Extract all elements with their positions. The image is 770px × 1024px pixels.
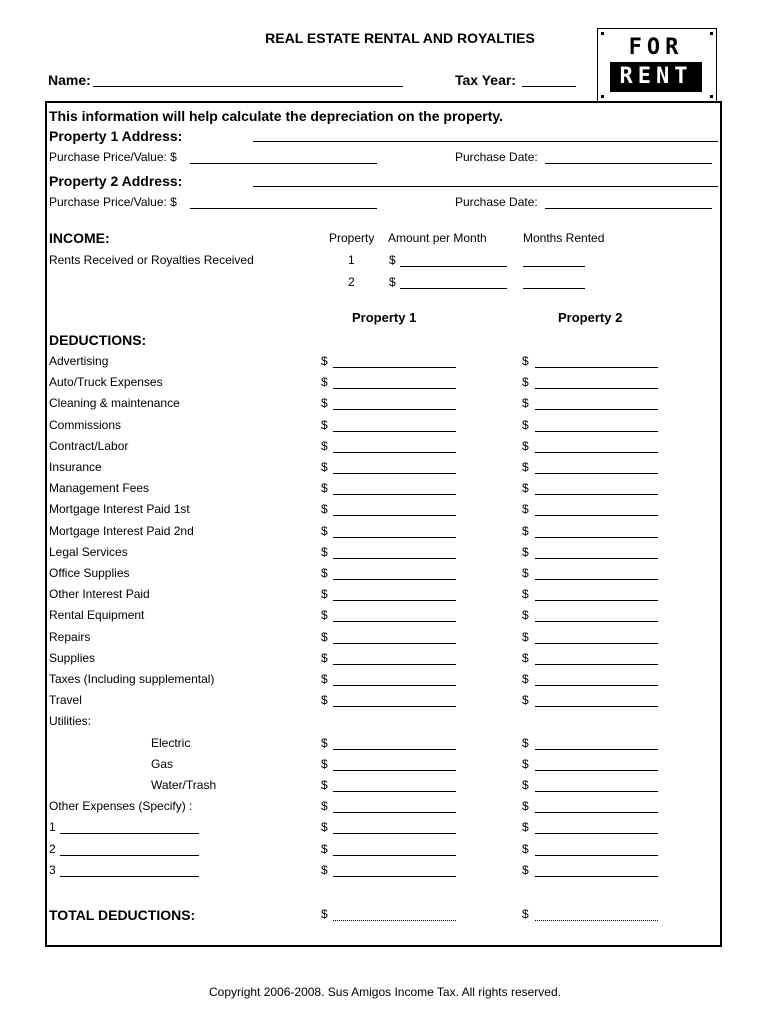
income-row-number: 2 [348, 275, 355, 289]
deduction-label: Travel [49, 693, 82, 707]
other-expense-specify-field[interactable] [60, 876, 199, 877]
income-heading: INCOME: [49, 230, 110, 246]
property2-amount-field[interactable] [535, 833, 658, 834]
dollar-sign: $ [522, 778, 529, 792]
property2-price-field[interactable] [190, 208, 377, 209]
property1-amount-field[interactable] [333, 812, 456, 813]
property2-amount-field[interactable] [535, 452, 658, 453]
dollar-sign: $ [522, 375, 529, 389]
deduction-label: TOTAL DEDUCTIONS: [49, 907, 196, 923]
copyright-footer: Copyright 2006-2008. Sus Amigos Income Tax. All rights reserved. [209, 985, 561, 999]
income-row-label: Rents Received or Royalties Received [49, 253, 254, 267]
dollar-sign: $ [522, 354, 529, 368]
deduction-label: Other Expenses (Specify) : [49, 799, 193, 813]
dollar-sign: $ [321, 439, 328, 453]
tax-year-label: Tax Year: [455, 72, 516, 88]
property1-amount-field[interactable] [333, 409, 456, 410]
property2-amount-field[interactable] [535, 876, 658, 877]
dollar-sign: $ [522, 566, 529, 580]
deductions-col-property2: Property 2 [558, 310, 623, 325]
dollar-sign: $ [522, 630, 529, 644]
deduction-label: Supplies [49, 651, 96, 665]
property1-amount-field[interactable] [333, 388, 456, 389]
tax-year-field[interactable] [522, 86, 576, 87]
deduction-label: Water/Trash [151, 778, 217, 792]
income-months-field[interactable] [523, 266, 585, 267]
deduction-label: Taxes (Including supplemental) [49, 672, 215, 686]
income-col-property: Property [329, 231, 375, 245]
property2-amount-field[interactable] [535, 855, 658, 856]
dollar-sign: $ [522, 863, 529, 877]
deductions-col-property1: Property 1 [352, 310, 417, 325]
property2-amount-field[interactable] [535, 749, 658, 750]
property2-amount-field[interactable] [535, 791, 658, 792]
dollar-sign: $ [522, 820, 529, 834]
deduction-label: Rental Equipment [49, 608, 145, 622]
property1-amount-field[interactable] [333, 600, 456, 601]
deduction-label: Insurance [49, 460, 102, 474]
dollar-sign: $ [321, 863, 328, 877]
property2-date-label: Purchase Date: [455, 195, 538, 209]
property2-amount-field[interactable] [535, 812, 658, 813]
deduction-label: Repairs [49, 630, 91, 644]
dollar-sign: $ [522, 672, 529, 686]
deduction-label: Utilities: [49, 714, 92, 728]
property2-amount-field[interactable] [535, 409, 658, 410]
other-expense-specify-field[interactable] [60, 833, 199, 834]
deduction-label: Cleaning & maintenance [49, 396, 180, 410]
dollar-sign: $ [321, 375, 328, 389]
sign-for-text: FOR [628, 35, 684, 60]
income-col-amount: Amount per Month [388, 231, 487, 245]
property2-amount-field[interactable] [535, 473, 658, 474]
dollar-sign: $ [522, 545, 529, 559]
dollar-sign: $ [321, 354, 328, 368]
property1-amount-field[interactable] [333, 664, 456, 665]
dollar-sign: $ [321, 736, 328, 750]
dollar-sign: $ [321, 651, 328, 665]
property1-address-label: Property 1 Address: [49, 128, 183, 144]
property1-amount-field[interactable] [333, 749, 456, 750]
other-expense-specify-field[interactable] [60, 855, 199, 856]
property2-amount-field[interactable] [535, 579, 658, 580]
income-amount-field[interactable] [400, 266, 507, 267]
property2-amount-field[interactable] [535, 600, 658, 601]
dollar-sign: $ [321, 524, 328, 538]
dollar-sign: $ [321, 778, 328, 792]
dollar-sign: $ [321, 502, 328, 516]
property1-amount-field[interactable] [333, 452, 456, 453]
dollar-sign: $ [522, 736, 529, 750]
income-months-field[interactable] [523, 288, 585, 289]
income-amount-field[interactable] [400, 288, 507, 289]
property1-amount-field[interactable] [333, 537, 456, 538]
deduction-label: 1 [49, 820, 56, 834]
dollar-sign: $ [321, 693, 328, 707]
property2-amount-field[interactable] [535, 388, 658, 389]
deduction-label: Electric [151, 736, 191, 750]
dollar-sign: $ [321, 418, 328, 432]
property2-price-label: Purchase Price/Value: $ [49, 195, 177, 209]
property2-amount-field[interactable] [535, 920, 658, 921]
dollar-sign: $ [321, 608, 328, 622]
deduction-label: Legal Services [49, 545, 128, 559]
property1-amount-field[interactable] [333, 706, 456, 707]
dollar-sign: $ [522, 651, 529, 665]
property1-amount-field[interactable] [333, 367, 456, 368]
dollar-sign: $ [321, 672, 328, 686]
property1-amount-field[interactable] [333, 643, 456, 644]
dollar-sign: $ [321, 842, 328, 856]
dollar-sign: $ [522, 842, 529, 856]
property1-amount-field[interactable] [333, 494, 456, 495]
property2-amount-field[interactable] [535, 537, 658, 538]
for-rent-sign-icon [597, 28, 717, 102]
dollar-sign: $ [321, 481, 328, 495]
property1-amount-field[interactable] [333, 770, 456, 771]
property2-amount-field[interactable] [535, 558, 658, 559]
property1-amount-field[interactable] [333, 833, 456, 834]
income-col-months: Months Rented [523, 231, 605, 245]
dollar-sign: $ [321, 907, 328, 921]
property1-amount-field[interactable] [333, 685, 456, 686]
property2-amount-field[interactable] [535, 706, 658, 707]
dollar-sign: $ [321, 587, 328, 601]
property1-amount-field[interactable] [333, 515, 456, 516]
dollar-sign: $ [321, 396, 328, 410]
dollar-sign: $ [321, 799, 328, 813]
dollar-sign: $ [389, 275, 396, 289]
dollar-sign: $ [321, 545, 328, 559]
deduction-label: Auto/Truck Expenses [49, 375, 163, 389]
dollar-sign: $ [321, 460, 328, 474]
name-field[interactable] [93, 86, 403, 87]
deduction-label: Gas [151, 757, 174, 771]
property2-amount-field[interactable] [535, 367, 658, 368]
property2-address-label: Property 2 Address: [49, 173, 183, 189]
dollar-sign: $ [522, 502, 529, 516]
property1-amount-field[interactable] [333, 473, 456, 474]
name-label: Name: [48, 72, 91, 88]
deduction-label: Contract/Labor [49, 439, 129, 453]
property1-amount-field[interactable] [333, 791, 456, 792]
property1-address-field[interactable] [253, 141, 718, 142]
deduction-label: Office Supplies [49, 566, 130, 580]
property2-amount-field[interactable] [535, 643, 658, 644]
income-row-number: 1 [348, 253, 355, 267]
property1-amount-field[interactable] [333, 431, 456, 432]
property1-amount-field[interactable] [333, 558, 456, 559]
dollar-sign: $ [522, 693, 529, 707]
dollar-sign: $ [522, 757, 529, 771]
deduction-label: 3 [49, 863, 56, 877]
property1-date-label: Purchase Date: [455, 150, 538, 164]
property1-amount-field[interactable] [333, 621, 456, 622]
deduction-label: 2 [49, 842, 56, 856]
property1-price-label: Purchase Price/Value: $ [49, 150, 177, 164]
dollar-sign: $ [522, 481, 529, 495]
deduction-label: Other Interest Paid [49, 587, 150, 601]
property2-amount-field[interactable] [535, 494, 658, 495]
property1-amount-field[interactable] [333, 855, 456, 856]
deductions-heading: DEDUCTIONS: [49, 332, 147, 348]
property2-amount-field[interactable] [535, 515, 658, 516]
property2-amount-field[interactable] [535, 621, 658, 622]
property1-amount-field[interactable] [333, 579, 456, 580]
dollar-sign: $ [522, 396, 529, 410]
property2-amount-field[interactable] [535, 664, 658, 665]
deduction-label: Commissions [49, 418, 122, 432]
property1-date-field[interactable] [545, 163, 712, 164]
dollar-sign: $ [522, 418, 529, 432]
dollar-sign: $ [522, 799, 529, 813]
dollar-sign: $ [321, 566, 328, 580]
dollar-sign: $ [389, 253, 396, 267]
dollar-sign: $ [522, 524, 529, 538]
dollar-sign: $ [522, 439, 529, 453]
property2-amount-field[interactable] [535, 770, 658, 771]
deduction-label: Advertising [49, 354, 109, 368]
property2-amount-field[interactable] [535, 431, 658, 432]
dollar-sign: $ [522, 460, 529, 474]
property1-amount-field[interactable] [333, 920, 456, 921]
dollar-sign: $ [522, 587, 529, 601]
deduction-label: Management Fees [49, 481, 150, 495]
property2-amount-field[interactable] [535, 685, 658, 686]
dollar-sign: $ [522, 608, 529, 622]
property2-address-field[interactable] [253, 186, 718, 187]
property1-amount-field[interactable] [333, 876, 456, 877]
dollar-sign: $ [321, 630, 328, 644]
deduction-label: Mortgage Interest Paid 1st [49, 502, 190, 516]
dollar-sign: $ [321, 820, 328, 834]
dollar-sign: $ [321, 757, 328, 771]
intro-text: This information will help calculate the depreciation on the property. [49, 108, 504, 124]
dollar-sign: $ [522, 907, 529, 921]
property2-date-field[interactable] [545, 208, 712, 209]
deduction-label: Mortgage Interest Paid 2nd [49, 524, 194, 538]
sign-rent-text: RENT [610, 62, 702, 92]
page-title: REAL ESTATE RENTAL AND ROYALTIES [265, 30, 535, 46]
property1-price-field[interactable] [190, 163, 377, 164]
